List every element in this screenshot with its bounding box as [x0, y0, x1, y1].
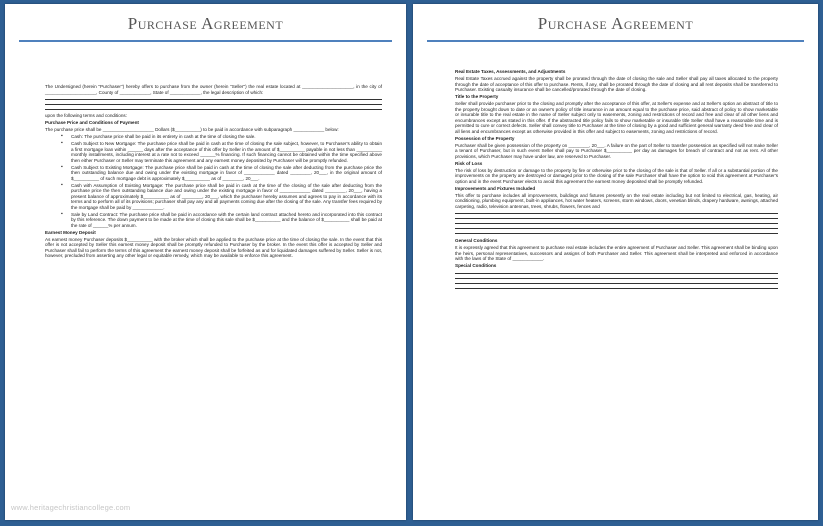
- blank-line: [455, 283, 778, 284]
- payment-option: ▪ Cash: The purchase price shall be paid in its entirety in cash at the time of closing the sale.: [45, 134, 382, 140]
- section-paragraph: Real Estate Taxes accrued against the property shall be prorated through the date of closing the sale and Seller shall pay all taxes allocated to the property through the date of acceptance of this offer to purchase. Rents, if any, shall be prorated through the date of closing and all rent deposits shall be transferred to Purchaser. Existing casualty insurance shall be cancelled/prorated through the date of closing.: [455, 76, 778, 92]
- watermark-text: www.heritagechristiancollege.com: [11, 503, 131, 512]
- blank-line: [455, 233, 778, 234]
- price-paragraph: The purchase price shall be ____________________ Dollars ($__________) to be paid in accordance with subparagraph ____________ below:: [45, 127, 339, 132]
- title-divider: [427, 40, 804, 42]
- document-page-right: [413, 4, 818, 520]
- section-heading: Risk of Loss: [455, 160, 483, 166]
- section-heading: Improvements and Fixtures Included: [455, 185, 536, 191]
- payment-option: ▪ Cash Subject to New Mortgage: The purchase price shall be paid in cash at the time of closing the sale subject, however, to Purchaser's ability to obtain a first mortgage loan within ______ days after the acceptance of this offer by Seller in the amount of $__________ payable in not less than __________ monthly installments, including interest at a rate not to exceed ______% financing. If such financing cannot be obtained within the time specified above then either Purchaser or Seller may terminate this agreement and any earnest money deposited by Purchaser will be promptly refunded.: [45, 141, 382, 163]
- earnest-paragraph: As earnest money Purchaser deposits $__________ with the broker which shall be applied to the purchase price at the time of closing the sale. In the event that this offer is not accepted by Seller this earnest money deposit shall be promptly refunded to Purchaser by the broker. In the event this offer is accepted by Seller and Purchaser shall fail to perform the terms of this agreement the earnest money deposit shall be forfeited as and for liquidated damages suffered by Seller. Seller is not, however, precluded from asserting any other legal or equitable remedy, which may be available to enforce this agreement.: [45, 236, 382, 258]
- blank-line: [455, 218, 778, 219]
- special-heading: Special Conditions: [455, 263, 497, 268]
- blank-line: [45, 109, 382, 110]
- earnest-heading: Earnest Money Deposit: [45, 229, 96, 235]
- section-paragraph: The risk of loss by destruction or damage to the property by fire or otherwise prior to the closing of the sale is that of Seller. If all or a substantial portion of the improvements on the property are destroyed or damaged prior to the closing of the sale Purchaser shall have the option to void this agreement at Purchaser's option and in the event Purchaser elects to avoid this agreement the earnest money deposited shall be promptly refunded.: [455, 167, 778, 184]
- blank-line: [455, 278, 778, 279]
- payment-option: ▪ Sale by Land Contract: The purchase price shall be paid in accordance with the certain land contract attached hereto and incorporated into this contract by this reference. The down payment to be made at the time of closing this sale shall be $__________ and the balance of $__________ shall be paid at the rate of ______% per annum.: [45, 212, 382, 229]
- section-paragraph: Seller shall provide purchaser prior to the closing and promptly after the acceptance of this offer, at Seller's expense and at Seller's option an abstract of title to the property brought down to date or an owner's policy of title insurance in an amount equal to the purchase price, said abstract of policy to show marketable or insurable title to the real estate in the name of Seller subject only to easements, zoning and restrictions of record and free and clear of all other liens and encumbrances except as stated in this offer. If the abstracted title policy fails to show marketable or insurable title Seller shall have a reasonable time and is permitted to cure or correct defects. Seller shall convey title to Purchaser at the time of closing by a good and sufficient general warranty deed free and clear of all liens and encumbrances except as otherwise provided in this offer and subject to easements, zoning and restrictions of record.: [455, 101, 778, 134]
- price-heading: Purchase Price and Conditions of Payment: [45, 120, 139, 125]
- blank-line: [45, 104, 382, 105]
- blank-line: [455, 228, 778, 229]
- page-title: Purchase Agreement: [127, 14, 284, 33]
- page-body: [45, 84, 382, 260]
- document-page-left: [5, 4, 406, 520]
- general-paragraph: It is expressly agreed that this agreement to purchase real estate includes the entire agreement of Purchaser and Seller. This agreement shall be binding upon the heirs, personal representatives, successors and assigns of both Purchaser and Seller. This agreement shall be interpreted and enforced in accordance with the laws of the State of ____________.: [455, 245, 778, 261]
- blank-line: [455, 288, 778, 289]
- section-heading: Real Estate Taxes, Assessments, and Adjustments: [455, 69, 566, 74]
- terms-intro: upon the following terms and conditions:: [45, 113, 127, 118]
- payment-option: ▪ Cash with Assumption of Existing Mortgage: The purchase price shall be paid in cash at the time of the closing of the sale after deducting from the purchase price the then outstanding balance due and owing under the existing mortgage in favor of ____________ dated ________, 20___, having a present balance of approximately $__________ as of ________, 20___, which the purchaser hereby assumes and agrees to pay in accordance with its terms and to perform all of its provisions; purchaser shall pay any and all payments coming due after the closing of the sale. Any transfer fees required by the mortgage shall be paid by ____________.: [45, 183, 382, 211]
- section-paragraph: This offer to purchase includes all improvements, buildings and fixtures presently on the real estate including but not limited to electrical, gas, heating, air conditioning, plumbing equipment, built-in appliances, hot water heaters, screens, storm windows, doors, venetian blinds, drapery hardware, awnings, attached carpeting, radio, television antennas, trees, shrubs, flowers, fences and: [455, 192, 778, 209]
- blank-line: [455, 223, 778, 224]
- blank-line: [45, 99, 382, 100]
- page-title: Purchase Agreement: [537, 14, 694, 33]
- payment-option: ▪ Cash Subject to Existing Mortgage: The purchase price shall be paid in cash at the time of closing the sale after deducting from the purchase price the then outstanding balance due and owing under the existing mortgage in favor of ____________ dated ________, 20___, in the original amount of $__________ of such mortgage debt is approximately $__________ as of ________, 20___.: [45, 165, 382, 182]
- page-body: [455, 68, 778, 289]
- section-heading: Title to the Property: [455, 94, 499, 99]
- section-heading: Possession of the Property: [455, 135, 515, 141]
- title-divider: [19, 40, 392, 42]
- blank-line: [455, 213, 778, 214]
- general-heading: General Conditions: [455, 238, 498, 243]
- section-paragraph: Purchaser shall be given possession of the property on ________, 20___. A failure on the part of Seller to transfer possession as specified will not make Seller a tenant of Purchaser, but in such event Seller shall pay to Purchaser $__________ per day as damages for breach of contract and not as rent. All other provisions, which Purchaser may have under law, are reserved to Purchaser.: [455, 142, 778, 159]
- blank-line: [455, 273, 778, 274]
- intro-paragraph: The Undersigned (herein "Purchaser") hereby offers to purchase from the owner (herein "Seller") the real estate located at ____________________, in the city of ____________________, County of ____________, State of ____________, the legal description of which:: [45, 84, 382, 95]
